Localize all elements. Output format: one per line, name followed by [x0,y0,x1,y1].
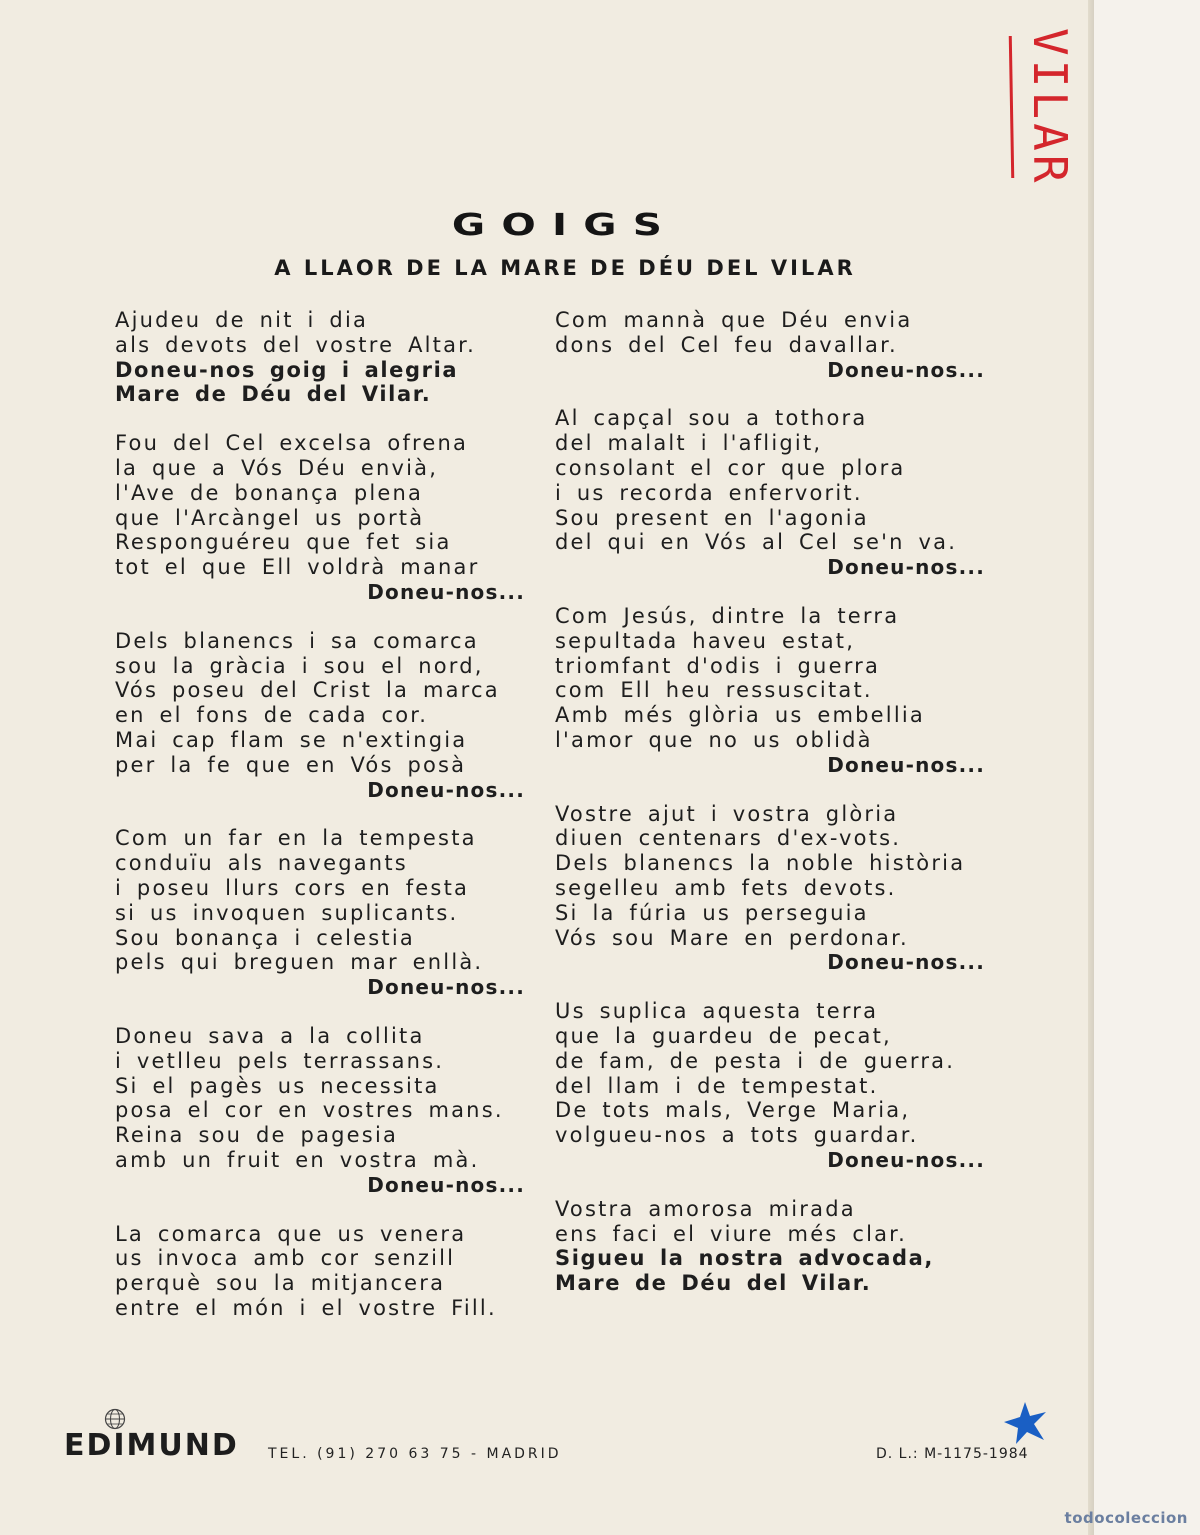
verse-line: diuen centenars d'ex-vots. [555,826,902,851]
handwritten-red-line [1009,36,1014,178]
stanza [555,308,985,382]
verse-line: Vós poseu del Crist la marca [115,678,500,703]
page-title: GOIGS [451,208,679,243]
watermark: todocoleccion [1064,1509,1188,1527]
verse-line: conduïu als navegants [115,851,408,876]
stanza [555,999,985,1173]
stanza [115,826,525,1000]
verse-line: perquè sou la mitjancera [115,1271,446,1296]
verse-line: Vós sou Mare en perdonar. [555,925,909,950]
verse-line: Reina sou de pagesia [115,1123,399,1148]
verse-line: que l'Arcàngel us portà [115,505,425,530]
verse-line: Dels blanencs i sa comarca [115,628,479,653]
footer [0,1400,1094,1480]
verse-line: Si la fúria us perseguia [555,900,869,925]
verse-line: com Ell heu ressuscitat. [555,678,873,703]
verse-line: als devots del vostre Altar. [115,332,476,357]
verse-line: Sou bonança i celestia [115,925,415,950]
stanza [555,1197,985,1296]
globe-icon [104,1408,126,1430]
verse-line: us invoca amb cor senzill [115,1246,456,1271]
verse-line: dons del Cel feu davallar. [555,332,898,357]
verse-line: sou la gràcia i sou el nord, [115,653,484,678]
verse-line: triomfant d'odis i guerra [555,653,881,678]
legal-deposit: D. L.: M-1175-1984 [876,1446,1029,1462]
verse-line: Us suplica aquesta terra [555,999,879,1024]
verse-line: La comarca que us venera [115,1221,467,1246]
verse-line: Com Jesús, dintre la terra [555,603,900,628]
refrain: Doneu-nos... [367,1172,525,1197]
verse-line-bold: Sigueu la nostra advocada, [555,1246,934,1271]
refrain: Doneu-nos... [367,579,525,604]
verse-line: que la guardeu de pecat, [555,1023,892,1048]
stanza [555,802,985,976]
verse-line: del llam i de tempestat. [555,1073,879,1098]
verse-line: Doneu sava a la collita [115,1023,425,1048]
refrain: Doneu-nos... [827,357,985,382]
stanza [115,1222,525,1321]
verse-line: consolant el cor que plora [555,455,906,480]
verse-line: Com mannà que Déu envia [555,308,913,332]
verse-line-bold: Mare de Déu del Vilar. [555,1271,872,1296]
verse-line: i poseu llurs cors en festa [115,875,470,900]
verse-line: Responguéreu que fet sia [115,530,452,555]
verse-line: ens faci el viure més clar. [555,1221,907,1246]
verse-line: i vetlleu pels terrassans. [115,1048,445,1073]
handwritten-annotation [1010,28,1090,198]
verse-line: entre el món i el vostre Fill. [115,1295,497,1320]
publisher-logo: EDIMUND [64,1428,239,1463]
verse-line: tot el que Ell voldrà manar [115,555,480,580]
verse-line: per la fe que en Vós posà [115,752,467,777]
verse-line: del malalt i l'afligit, [555,431,823,456]
refrain: Doneu-nos... [367,975,525,1000]
verse-line: la que a Vós Déu envià, [115,455,439,480]
right-column [555,308,985,1320]
verse-line: i us recorda enfervorit. [555,480,863,505]
verse-line-bold: Doneu-nos goig i alegria [115,357,459,382]
verse-line: l'Ave de bonança plena [115,480,424,505]
verse-line: en el fons de cada cor. [115,703,429,728]
verse-line: Ajudeu de nit i dia [115,308,369,332]
verse-line: Fou del Cel excelsa ofrena [115,431,469,456]
verse-line: volgueu-nos a tots guardar. [555,1123,919,1148]
stanza [555,604,985,778]
verse-line: Sou present en l'agonia [555,505,869,530]
stanza [555,406,985,580]
verse-line: Dels blanencs la noble història [555,851,966,876]
verse-line: posa el cor en vostres mans. [115,1098,504,1123]
verse-line: Com un far en la tempesta [115,826,477,851]
handwritten-text: VILAR [1023,28,1077,187]
publisher-phone: TEL. (91) 270 63 75 - MADRID [268,1446,562,1462]
blue-star-icon [1000,1400,1050,1446]
verse-line: l'amor que no us oblidà [555,727,873,752]
refrain: Doneu-nos... [827,752,985,777]
verse-line: Amb més glòria us embellia [555,703,925,728]
verse-line: Vostra amorosa mirada [555,1196,856,1221]
star-shape [1004,1402,1046,1444]
verse-line: del qui en Vós al Cel se'n va. [555,530,958,555]
stanza [115,431,525,605]
stanza [115,1024,525,1198]
refrain: Doneu-nos... [827,950,985,975]
refrain: Doneu-nos... [827,555,985,580]
verse-line: amb un fruit en vostra mà. [115,1147,480,1172]
verse-line: segelleu amb fets devots. [555,875,897,900]
verse-line: Si el pagès us necessita [115,1073,440,1098]
verse-line: si us invoquen suplicants. [115,900,459,925]
refrain: Doneu-nos... [367,777,525,802]
left-column [115,308,525,1345]
stanza [115,308,525,407]
verse-line: De tots mals, Verge Maria, [555,1098,911,1123]
stanza [115,629,525,803]
verse-line: Al capçal sou a tothora [555,406,868,431]
verse-line: Vostre ajut i vostra glòria [555,801,899,826]
verse-line: pels qui breguen mar enllà. [115,950,484,975]
refrain: Doneu-nos... [827,1147,985,1172]
verse-line-bold: Mare de Déu del Vilar. [115,382,432,407]
verse-line: de fam, de pesta i de guerra. [555,1048,956,1073]
page-subtitle: A LLAOR DE LA MARE DE DÉU DEL VILAR [274,256,856,280]
verse-line: sepultada haveu estat, [555,628,856,653]
verse-line: Mai cap flam se n'extingia [115,727,468,752]
